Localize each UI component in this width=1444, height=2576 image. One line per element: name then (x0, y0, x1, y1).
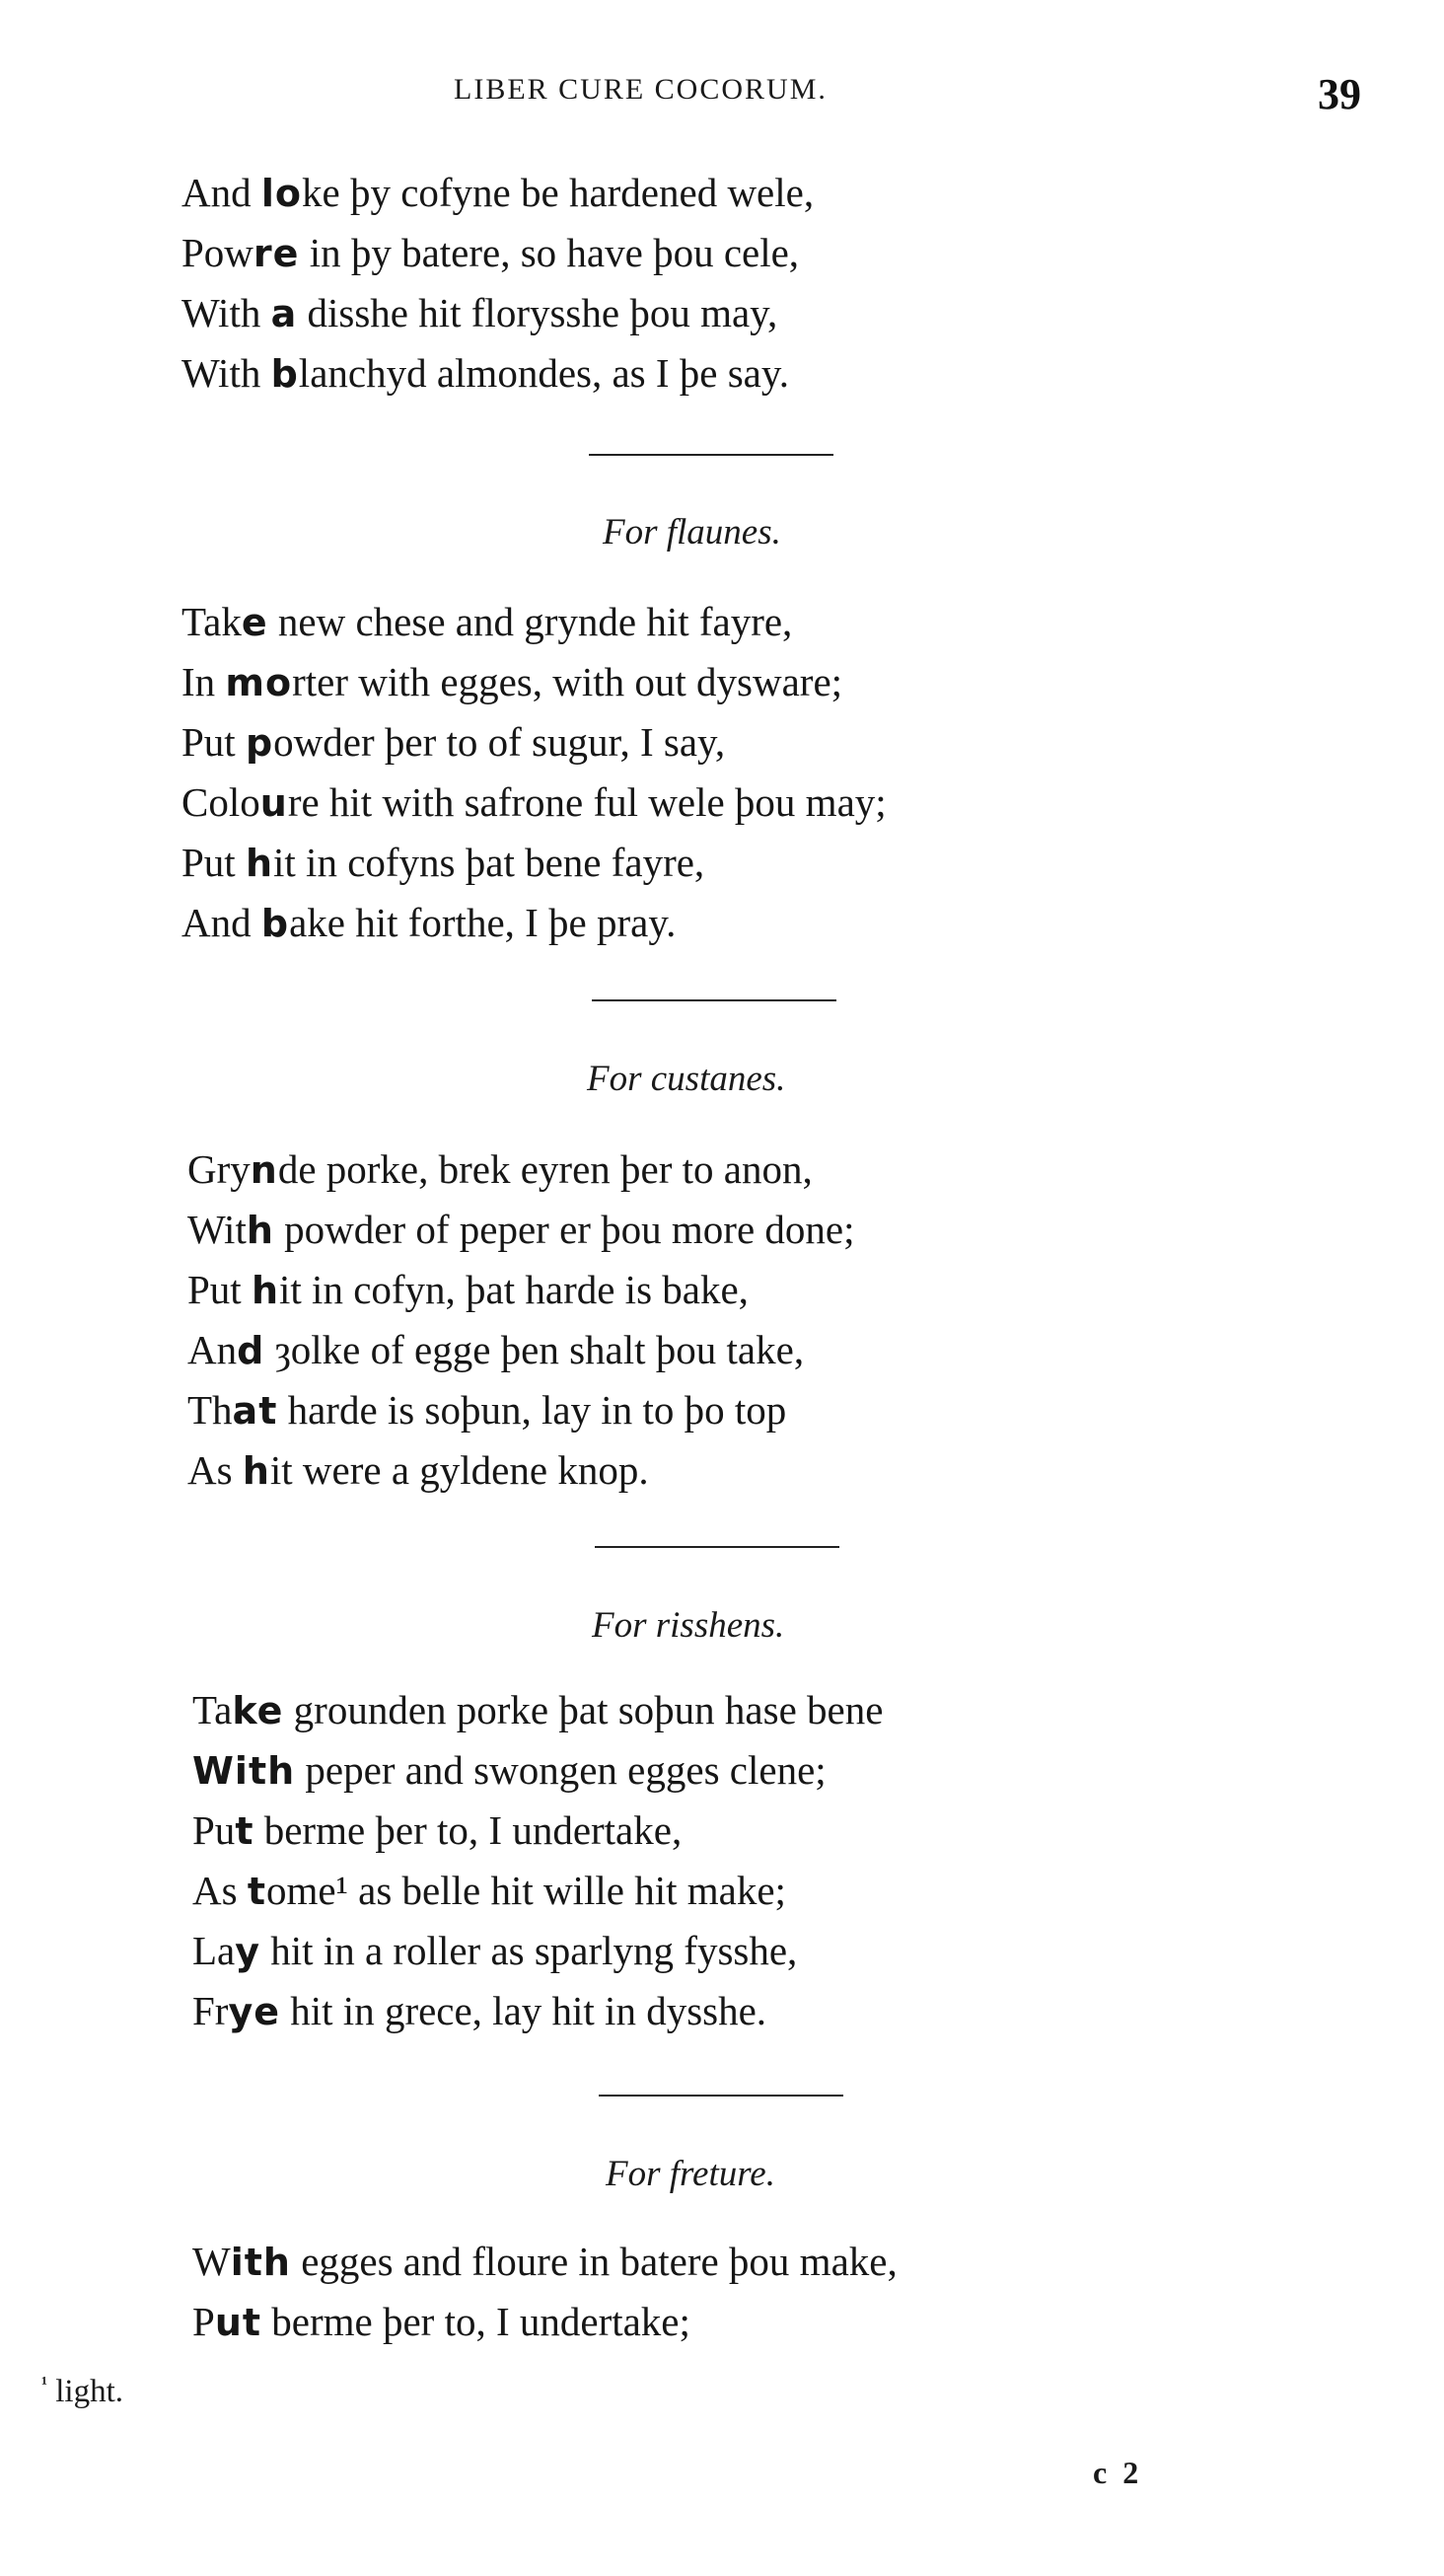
footnote (41, 2373, 123, 2410)
section-heading-custanes: For custanes. (587, 1059, 786, 1099)
verse-line: Put powder þer to of sugur, I say, (181, 719, 726, 765)
verse-line: In morter with egges, with out dysware; (181, 659, 843, 704)
verse-line: With peper and swongen egges clene; (192, 1747, 827, 1793)
verse-line: With a disshe hit florysshe þou may, (181, 290, 778, 335)
verse-line: Coloure hit with safrone ful wele þou may; (181, 779, 887, 825)
verse-line: Lay hit in a roller as sparlyng fysshe, (192, 1928, 798, 1973)
verse-stanza-flaunes (181, 592, 887, 953)
verse-line: Grynde porke, brek eyren þer to anon, (187, 1146, 813, 1192)
verse-line: Powre in þy batere, so have þou cele, (181, 230, 800, 275)
verse-stanza-risshens (192, 1680, 883, 2041)
verse-line: With blanchyd almondes, as I þe say. (181, 350, 789, 396)
section-divider (589, 454, 833, 456)
verse-line: And loke þy cofyne be hardened wele, (181, 170, 815, 215)
section-divider (595, 1546, 839, 1548)
verse-line: And ȝolke of egge þen shalt þou take, (187, 1327, 805, 1372)
verse-line: As hit were a gyldene knop. (187, 1447, 649, 1493)
running-title: LIBER CURE COCORUM. (454, 73, 828, 106)
verse-line: And bake hit forthe, I þe pray. (181, 900, 677, 945)
footnote-marker: ¹ (41, 2373, 47, 2394)
section-divider (592, 999, 836, 1001)
verse-line: Put hit in cofyns þat bene fayre, (181, 840, 705, 885)
section-heading-freture: For freture. (606, 2154, 775, 2194)
verse-line: With powder of peper er þou more done; (187, 1207, 855, 1252)
page-number: 39 (1318, 70, 1361, 118)
verse-stanza-custanes (187, 1140, 855, 1501)
verse-line: Frye hit in grece, lay hit in dysshe. (192, 1988, 767, 2033)
section-heading-flaunes: For flaunes. (603, 512, 781, 552)
verse-line: Put berme þer to, I undertake; (192, 2299, 690, 2344)
verse-line: As tome¹ as belle hit wille hit make; (192, 1868, 786, 1913)
printer-signature-mark: c 2 (1093, 2455, 1143, 2490)
verse-line: Take grounden porke þat soþun hase bene (192, 1687, 884, 1732)
verse-line: That harde is soþun, lay in to þo top (187, 1387, 787, 1433)
verse-line: Take new chese and grynde hit fayre, (181, 599, 793, 644)
verse-line: With egges and floure in batere þou make, (192, 2239, 898, 2284)
verse-stanza-intro (181, 163, 814, 404)
verse-line: Put hit in cofyn, þat harde is bake, (187, 1267, 749, 1312)
verse-line: Put berme þer to, I undertake, (192, 1807, 683, 1853)
footnote-text: light. (47, 2374, 124, 2409)
section-heading-risshens: For risshens. (592, 1605, 785, 1646)
verse-stanza-freture (192, 2232, 898, 2352)
section-divider (599, 2095, 843, 2097)
